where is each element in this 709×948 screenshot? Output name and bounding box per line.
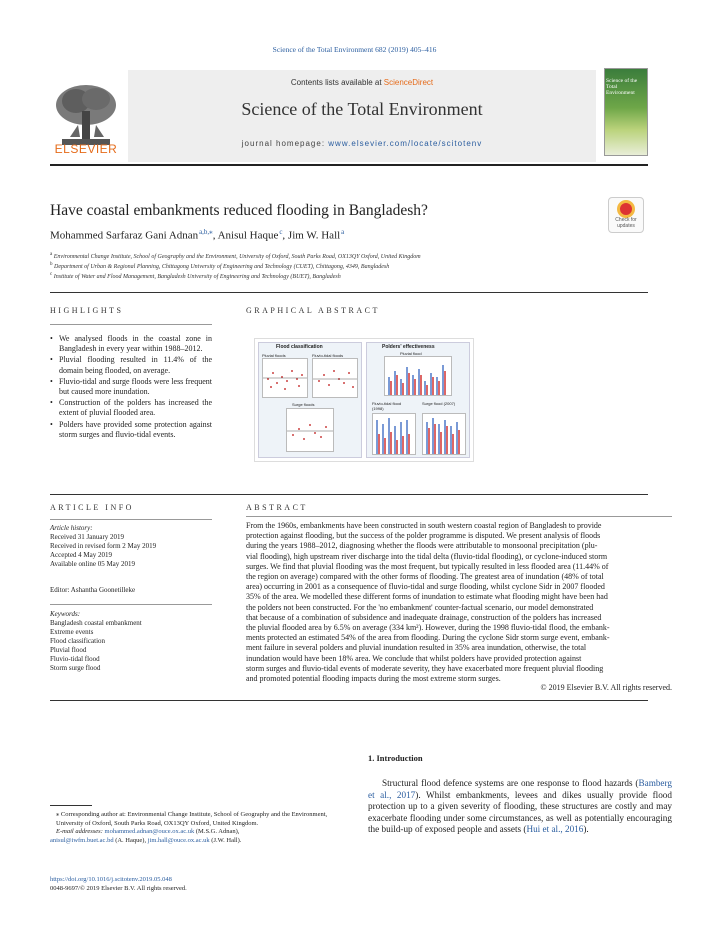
contents-prefix: Contents lists available at xyxy=(290,78,384,87)
ga-pluvial-plot xyxy=(262,358,308,398)
email-line xyxy=(50,837,355,846)
abstract-line: the pluvial flooded area by 6.5% on average (334 km²). However, during the 1998 fluvio-tidal flood, the embank- xyxy=(246,623,610,633)
author-affil-marker[interactable]: a,b,⁎ xyxy=(199,228,213,236)
abstract-line: protection against flooding, but the success of the polder programme is disputed. We present analysis of floods xyxy=(246,531,601,541)
ga-fluvio-label: Fluvio-tidal floods xyxy=(312,353,344,358)
introduction-heading: 1. Introduction xyxy=(368,753,423,763)
copyright: © 2019 Elsevier B.V. All rights reserved. xyxy=(540,683,672,692)
keyword: Pluvial flood xyxy=(50,646,87,654)
highlights-list xyxy=(50,334,212,441)
highlights-heading: HIGHLIGHTS xyxy=(50,306,124,315)
homepage-prefix: journal homepage: xyxy=(241,139,329,148)
author-list: Mohammed Sarfaraz Gani Adnan $^{a,b,⁎}$, Anisul Haque $^c$, Jim W. Hall $^a$ xyxy=(50,228,345,242)
section-divider xyxy=(50,292,648,293)
corresponding-author-text: ⁎ Corresponding author at: Environmental Change Institute, School of Geography and the Environment, University of Oxford, South Parks Road, OX13QY Oxford, United Kingdom. xyxy=(56,811,328,827)
ga-fluvio-bars xyxy=(373,414,415,454)
abstract-text xyxy=(246,521,672,684)
ga-pluvial-bars xyxy=(385,357,451,395)
header-divider xyxy=(50,164,648,166)
email-line xyxy=(50,828,355,837)
publisher-name: ELSEVIER xyxy=(54,142,118,156)
issn-copyright: 0048-9697/© 2019 Elsevier B.V. All rights reserved. xyxy=(50,885,187,892)
accepted-date: Accepted 4 May 2019 xyxy=(50,551,113,559)
editor: Editor: Ashantha Goonetilleke xyxy=(50,586,136,594)
keywords-block xyxy=(50,610,142,673)
introduction-text xyxy=(368,778,672,836)
affiliation-b xyxy=(50,262,389,270)
email-label: E-mail addresses: xyxy=(56,828,103,835)
article-title: Have coastal embankments reduced flooding in Bangladesh? xyxy=(50,202,428,219)
graphical-abstract-heading: GRAPHICAL ABSTRACT xyxy=(246,306,380,315)
abstract-line: the region on average) compared with the other forms of flooding. The greatest area of inundation (48% of total xyxy=(246,572,604,582)
email-link[interactable]: jim.hall@ouce.ox.ac.uk xyxy=(147,836,210,844)
ga-scatter-surge xyxy=(287,409,333,451)
abstract-rule xyxy=(246,516,672,517)
email-link[interactable]: anisul@iwfm.buet.ac.bd xyxy=(50,836,114,844)
affil-marker: b xyxy=(50,262,53,267)
affil-text: Department of Urban & Regional Planning, Chittagong University of Engineering and Technology (CUET), Chittagong, 4349, Bangladesh xyxy=(54,264,390,270)
ga-right-title: Polders' effectiveness xyxy=(382,344,435,350)
section-divider xyxy=(50,494,648,495)
email-owner: (J.W. Hall). xyxy=(209,836,242,844)
abstract-line: and promoted potential flooding impacts during the most extreme storm surges. xyxy=(246,674,501,684)
email-link[interactable]: mohammed.adnan@ouce.ox.ac.uk xyxy=(104,828,195,835)
citation-link[interactable]: Hui et al., 2016 xyxy=(526,824,584,835)
intro-text: ). Whilst embankments, levees and dikes usually provide flood protection up to a given severity of flooding, these structures are costly and may exacerbate flooding under some circumstances, as well as potentially encouraging the build-up of exposed people and assets ( xyxy=(368,789,672,835)
affil-marker: c xyxy=(50,272,53,277)
ga-surge-plot xyxy=(286,408,334,452)
abstract-line: ments protected an estimated 54% of the area from flooding. During the cyclone Sidr storm surge event, embank- xyxy=(246,633,610,643)
article-info-rule xyxy=(50,519,212,520)
check-updates-icon xyxy=(617,200,635,218)
article-history xyxy=(50,524,156,569)
abstract-line: vial flooding), high upstream river discharge into the tidal delta (fluvio-tidal flooding), or cyclone-induced storm xyxy=(246,551,608,561)
abstract-line: during the years 1988–2012, diagnosing whether the floods were attributable to monsoonal precipitation (plu- xyxy=(246,541,598,551)
ga-right-pluvial-chart xyxy=(384,356,452,396)
highlight-item: • Fluvio-tidal and surge floods were less frequent but caused more inundation. xyxy=(50,377,212,397)
keyword: Flood classification xyxy=(50,637,106,645)
highlight-item: • Construction of the polders has increased the extent of pluvial flooded area. xyxy=(50,398,212,418)
ga-right-surge-label: Surge flood (2007) xyxy=(422,401,456,406)
online-date: Available online 05 May 2019 xyxy=(50,560,136,568)
highlight-item: • Pluvial flooding resulted in 11.4% of the domain being flooded, on average. xyxy=(50,355,212,375)
email-owner: (A. Haque), xyxy=(113,836,148,844)
journal-homepage xyxy=(128,139,596,148)
homepage-link[interactable]: www.elsevier.com/locate/scitotenv xyxy=(328,139,483,148)
ga-surge-bars xyxy=(423,414,465,454)
author-name[interactable]: Mohammed Sarfaraz Gani Adnan xyxy=(50,229,199,242)
ga-left-title: Flood classification xyxy=(276,344,323,350)
ga-right-fluvio-chart xyxy=(372,413,416,455)
author-name[interactable]: Jim W. Hall xyxy=(287,229,341,242)
keyword: Bangladesh coastal embankment xyxy=(50,619,142,627)
journal-reference[interactable]: Science of the Total Environment 682 (2019) 405–416 xyxy=(272,45,437,54)
intro-text: Structural flood defence systems are one response to flood hazards ( xyxy=(382,778,639,788)
author-name[interactable]: Anisul Haque xyxy=(217,229,279,242)
cover-title: Science of the Total Environment xyxy=(606,78,638,97)
contents-line xyxy=(128,78,596,87)
ga-fluvio-plot xyxy=(312,358,358,398)
highlight-item: • We analysed floods in the coastal zone in Bangladesh in every year within 1988–2012. xyxy=(50,334,212,354)
corresponding-author-footnote xyxy=(50,811,355,845)
intro-text: ). xyxy=(583,824,589,835)
highlights-rule xyxy=(50,324,212,325)
ga-scatter-pluvial xyxy=(263,359,307,397)
affil-text: Institute of Water and Flood Management, Bangladesh University of Engineering and Technology (BUET), Bangladesh xyxy=(53,274,341,280)
abstract-heading: ABSTRACT xyxy=(246,503,308,512)
affil-text: Environmental Change Institute, School of Geography and the Environment, University of Oxford, South Parks Road, OX13QY Oxford, United Kingdom xyxy=(53,254,421,260)
doi-link[interactable]: https://doi.org/10.1016/j.scitotenv.2019.05.048 xyxy=(50,876,172,883)
abstract-line: surges. We find that pluvial flooding was the most frequent, but typically resulted in less flooded area (11.44% of xyxy=(246,561,609,571)
ga-right-fluvio-label: Fluvio-tidal flood (1998) xyxy=(372,401,402,411)
ga-right-pluvial-label: Pluvial flood xyxy=(400,351,422,356)
sciencedirect-link[interactable]: ScienceDirect xyxy=(383,78,434,87)
check-updates-label: Check for updates xyxy=(615,217,637,229)
article-info-heading: ARTICLE INFO xyxy=(50,503,134,512)
abstract-line: From the 1960s, embankments have been constructed in south western coastal region of Bangladesh to provide xyxy=(246,521,602,530)
ga-scatter-fluvio xyxy=(313,359,357,397)
author-affil-marker[interactable]: a xyxy=(341,228,345,236)
footnote-rule xyxy=(50,805,92,806)
abstract-line: area) occurring in 2001 as a consequence of fluvio-tidal and surge flooding, whilst cyclone Sidr in 2007 flooded xyxy=(246,582,605,592)
affiliation-c xyxy=(50,272,341,280)
affiliation-a xyxy=(50,252,421,260)
abstract-line: inundation would have been 18% area. We conclude that whilst polders have provided protection against xyxy=(246,653,582,663)
author-affil-marker[interactable]: c xyxy=(279,228,283,236)
keywords-rule xyxy=(50,604,212,605)
ga-right-surge-chart xyxy=(422,413,466,455)
abstract-line: that because of a combination of subsidence and inadequate drainage, construction of the polders has increased xyxy=(246,612,602,622)
abstract-line: the polders not been constructed. For the 'no embankment' counter-factual scenario, our model demonstrated xyxy=(246,602,594,612)
ga-pluvial-label: Pluvial floods xyxy=(262,353,286,358)
abstract-line: 35% of the area. We modelled these different forms of inundation to estimate what flooding might have been had xyxy=(246,592,608,602)
keyword: Extreme events xyxy=(50,628,94,636)
keyword: Storm surge flood xyxy=(50,664,101,672)
received-date: Received 31 January 2019 xyxy=(50,533,125,541)
keyword: Fluvio-tidal flood xyxy=(50,655,100,663)
journal-title: Science of the Total Environment xyxy=(241,99,483,119)
ga-surge-label: Surge floods xyxy=(292,402,315,407)
article-history-label: Article history: xyxy=(50,524,93,532)
affil-marker: a xyxy=(50,252,53,257)
section-divider xyxy=(50,700,648,701)
abstract-line: ment failure in several polders and pluvial inundation resulted in 35% area inundation, otherwise, the total xyxy=(246,643,587,653)
revised-date: Received in revised form 2 May 2019 xyxy=(50,542,157,550)
highlight-item: • Polders have provided some protection against storm surges and fluvio-tidal events. xyxy=(50,420,212,440)
abstract-line: storm surges and fluvio-tidal events of moderate severity, they have exacerbated more frequent pluvial flooding xyxy=(246,663,604,673)
email-owner: (M.S.G. Adnan), xyxy=(194,828,240,835)
keywords-label: Keywords: xyxy=(50,610,81,618)
citation-link[interactable]: Bamberg et al., 2017 xyxy=(368,778,672,800)
